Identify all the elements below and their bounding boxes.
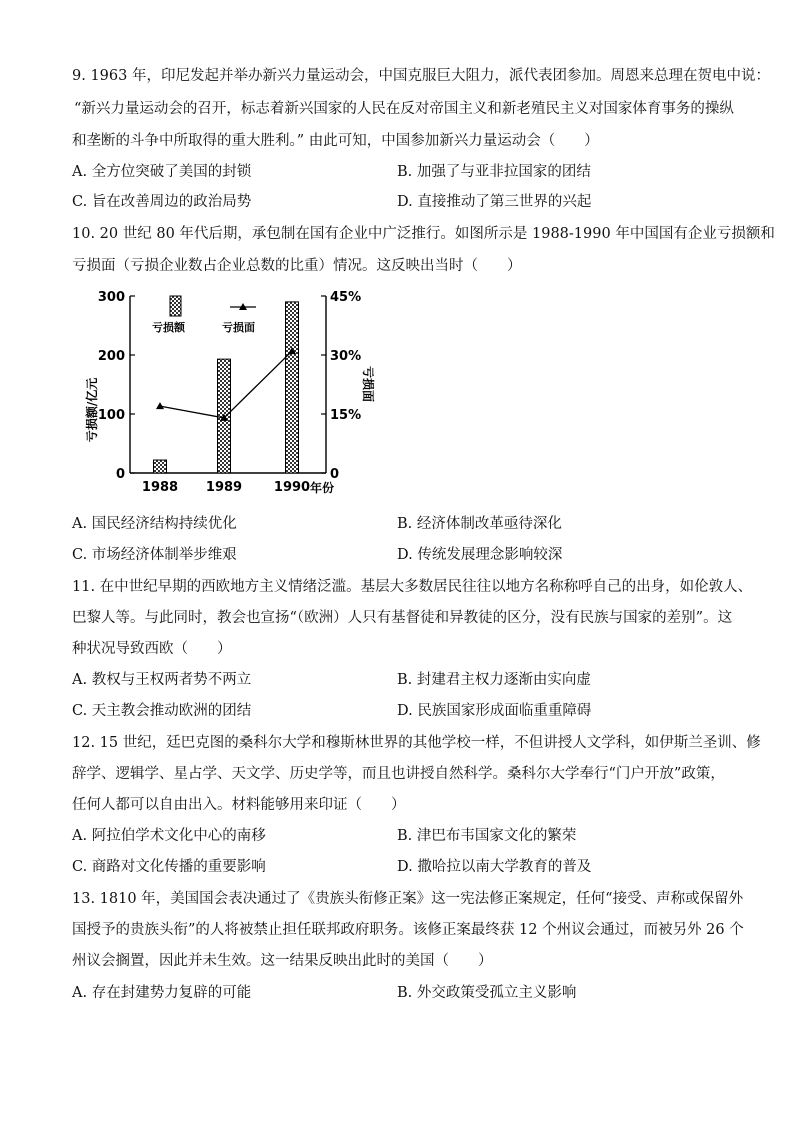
y-tick-label-right: 15%: [330, 408, 362, 423]
y-tick-label-left: 0: [115, 467, 125, 482]
q12-option-a[interactable]: A. 阿拉伯学术文化中心的南移: [72, 828, 266, 844]
q12-stem-line-3: 任何人都可以自由出入。材料能够用来印证（ ）: [72, 797, 406, 813]
x-tick-label: 1988: [141, 480, 179, 495]
q13-stem-line-2: 国授予的贵族头衔”的人将被禁止担任联邦政府职务。该修正案最终获 12 个州议会通过，而被另外 26 个: [72, 922, 744, 938]
legend-bar-label: 亏损额: [152, 321, 185, 334]
q12-stem-line-2: 辞学、逻辑学、星占学、天文学、历史学等，而且也讲授自然科学。桑科尔大学奉行“门户开放”政策，: [72, 766, 725, 782]
q12-option-d[interactable]: D. 撒哈拉以南大学教育的普及: [397, 859, 592, 875]
legend-bar-swatch: [170, 296, 181, 316]
q12-option-b[interactable]: B. 津巴布韦国家文化的繁荣: [397, 828, 577, 844]
q11-stem-line-2: 巴黎人等。与此同时，教会也宣扬“（欧洲）人只有基督徒和异教徒的区分，没有民族与国家的差别”。这: [72, 610, 733, 626]
q13-option-a[interactable]: A. 存在封建势力复辟的可能: [72, 985, 252, 1001]
q13-stem-line-1: 13. 1810 年，美国国会表决通过了《贵族头衔修正案》这一宪法修正案规定，任何“接受、声称或保留外: [72, 891, 744, 907]
legend-line-label: 亏损面: [222, 321, 255, 334]
y-tick-label-right: 45%: [330, 290, 362, 305]
q9-stem-line-3: 和垄断的斗争中所取得的重大胜利。” 由此可知，中国参加新兴力量运动会（ ）: [72, 133, 599, 149]
y-axis-label-left: 亏损额/亿元: [85, 377, 99, 443]
y-tick-label-left: 200: [97, 349, 125, 364]
q9-option-a[interactable]: A. 全方位突破了美国的封锁: [72, 164, 252, 180]
y-tick-label-left: 100: [97, 408, 125, 423]
q9-option-d[interactable]: D. 直接推动了第三世界的兴起: [397, 194, 592, 210]
q11-stem-line-3: 种状况导致西欧（ ）: [72, 641, 232, 657]
q11-option-d[interactable]: D. 民族国家形成面临重重障碍: [397, 703, 592, 719]
q12-stem-line-1: 12. 15 世纪，廷巴克图的桑科尔大学和穆斯林世界的其他学校一样，不但讲授人文学科，如伊斯兰圣训、修: [72, 735, 761, 751]
x-tick-label: 1990: [273, 480, 311, 495]
y-tick-label-right: 0: [330, 467, 340, 482]
line-point-1988: [156, 402, 164, 409]
y-axis-label-right: 亏损面: [361, 365, 375, 403]
q9-stem-line-1: 9. 1963 年，印尼发起并举办新兴力量运动会，中国克服巨大阻力，派代表团参加。周恩来总理在贺电中说：: [72, 68, 770, 84]
q10-option-d[interactable]: D. 传统发展理念影响较深: [397, 547, 563, 563]
q13-stem-line-3: 州议会搁置，因此并未生效。这一结果反映出此时的美国（ ）: [72, 953, 493, 969]
q10-option-b[interactable]: B. 经济体制改革亟待深化: [397, 516, 562, 532]
q10-stem-line-2: 亏损面（亏损企业数占企业总数的比重）情况。这反映出当时（ ）: [72, 258, 522, 274]
q13-option-b[interactable]: B. 外交政策受孤立主义影响: [397, 985, 577, 1001]
q10-stem-line-1: 10. 20 世纪 80 年代后期，承包制在国有企业中广泛推行。如图所示是 1988-1990 年中国国有企业亏损额和: [72, 226, 775, 242]
q9-option-b[interactable]: B. 加强了与亚非拉国家的团结: [397, 164, 591, 180]
q11-stem-line-1: 11. 在中世纪早期的西欧地方主义情绪泛滥。基层大多数居民往往以地方名称称呼自己的出身，如伦敦人、: [72, 579, 753, 595]
x-axis-label: 年份: [310, 481, 335, 495]
q9-stem-line-2: “新兴力量运动会的召开，标志着新兴国家的人民在反对帝国主义和新老殖民主义对国家体育事务的操纵: [74, 101, 734, 117]
q11-option-a[interactable]: A. 教权与王权两者势不两立: [72, 672, 252, 688]
bar-1990: [286, 302, 299, 473]
q9-option-c[interactable]: C. 旨在改善周边的政治局势: [72, 194, 252, 210]
y-tick-label-left: 300: [97, 290, 125, 305]
q11-option-c[interactable]: C. 天主教会推动欧洲的团结: [72, 703, 252, 719]
y-tick-label-right: 30%: [330, 349, 362, 364]
bar-1988: [154, 460, 167, 473]
q12-option-c[interactable]: C. 商路对文化传播的重要影响: [72, 859, 266, 875]
x-tick-label: 1989: [205, 480, 243, 495]
q11-option-b[interactable]: B. 封建君主权力逐渐由实向虚: [397, 672, 591, 688]
loss-chart: [82, 282, 375, 495]
q10-option-a[interactable]: A. 国民经济结构持续优化: [72, 516, 237, 532]
q10-option-c[interactable]: C. 市场经济体制举步维艰: [72, 547, 237, 563]
